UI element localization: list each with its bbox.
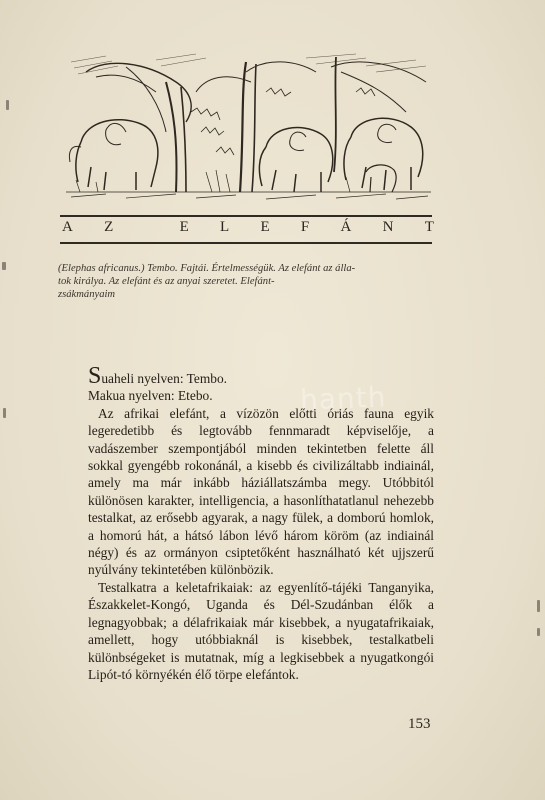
title-letter: T xyxy=(424,219,434,235)
title-letter: A xyxy=(62,219,73,235)
title-letter: L xyxy=(220,219,230,235)
opening-line-text: uaheli nyelven: Tembo. xyxy=(101,371,227,386)
title-rule-bottom xyxy=(60,242,432,244)
opening-line xyxy=(88,363,434,389)
margin-mark xyxy=(537,628,540,636)
drop-cap: S xyxy=(88,363,102,389)
title-letter: Z xyxy=(104,219,114,235)
chapter-body xyxy=(88,363,434,683)
margin-mark xyxy=(6,100,9,110)
second-line: Makua nyelven: Etebo. xyxy=(88,388,213,404)
summary-line: tok királya. Az elefánt és az anyai szeretet. Elefánt- xyxy=(58,276,275,287)
page-number: 153 xyxy=(408,716,431,732)
title-letter: N xyxy=(382,219,394,235)
title-letter: E xyxy=(260,219,270,235)
margin-mark xyxy=(2,262,6,270)
chapter-summary xyxy=(58,262,433,301)
title-letter: E xyxy=(179,219,189,235)
watermark: hanth xyxy=(299,380,387,417)
elephant-herd-illustration xyxy=(66,52,431,202)
paragraph: Az afrikai elefánt, a vízözön előtti óriás fauna egyik legeredetibb és legtovább fennmaradt képviselője, a vadászember szempontjából minden tekintetben felette áll sokkal gyengébb rokonánál, a kisebb és civilizáltabb indiainál, amely ma már inkább háziállatszámba megy. Utóbbitól különösen karakter, intelligencia, a hasonlíthatatlanul nehezebb testalkat, az erősebb agyarak, a nagy fülek, a domború homlok, a homorú hát, a hátsó lábon lévő három köröm (az indiainál négy) és az ormányon csiptetőként használható két ujjszerű nyúlvány tekintetében különbözik. xyxy=(88,405,434,578)
summary-line: zsákmányaim xyxy=(58,289,116,300)
summary-line: (Elephas africanus.) Tembo. Fajtái. Értelmességük. Az elefánt az álla- xyxy=(58,263,356,274)
title-letter: Á xyxy=(340,219,352,235)
margin-mark xyxy=(3,408,6,418)
margin-mark xyxy=(537,600,540,612)
chapter-title xyxy=(62,219,434,236)
title-space xyxy=(145,219,149,236)
title-letter: F xyxy=(300,219,310,235)
paragraph: Testalkatra a keletafrikaiak: az egyenlítő-tájéki Tanganyika, Északkelet-Kongó, Uganda és Dél-Szudánban élők a legnagyobbak; a délafrikaiak már kisebbek, a nyugatafrikaiak, amellett, hogy utóbbiaknál is kisebbek, testalkatbeli különbségeket is mutatnak, míg a legkisebbek a nyugatkongói Lipót-tó környékén élő törpe elefántok. xyxy=(88,579,434,682)
title-rule-top xyxy=(60,215,432,217)
